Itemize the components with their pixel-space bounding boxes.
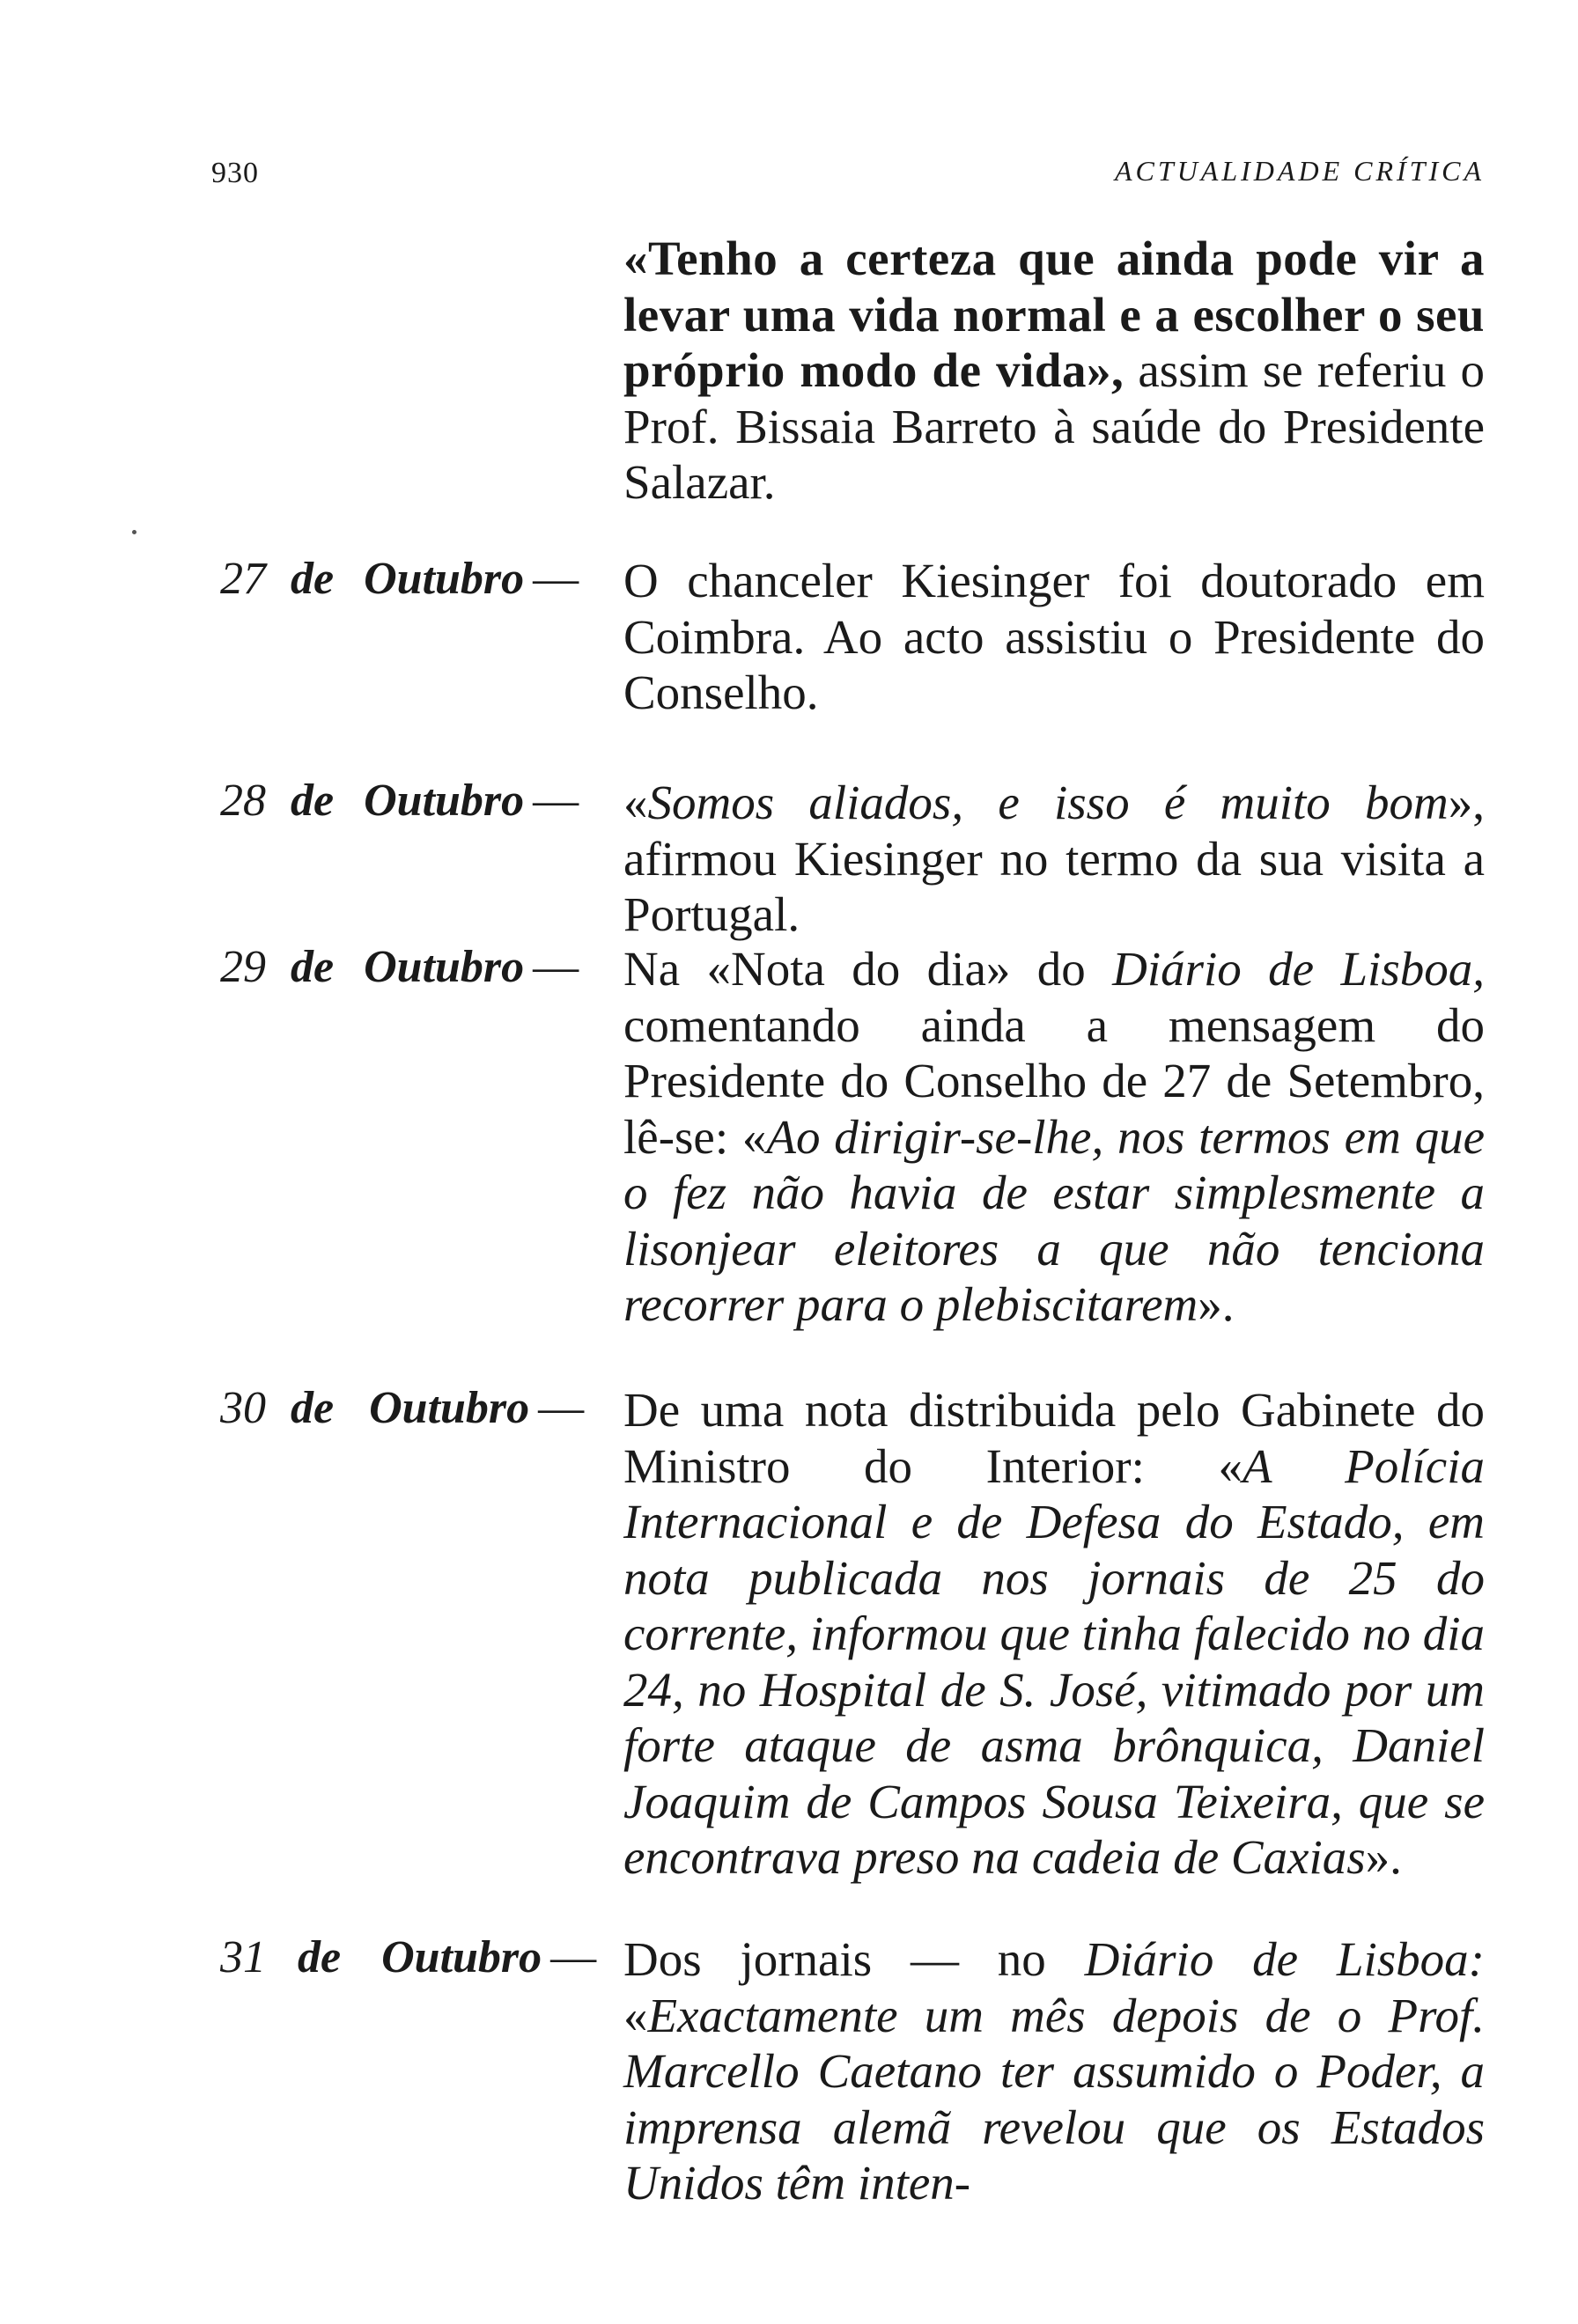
date-dash: — bbox=[533, 554, 579, 604]
lead-paragraph bbox=[623, 231, 1485, 511]
date-de: de bbox=[291, 942, 335, 992]
date-day: 31 bbox=[220, 1932, 266, 1982]
date-month: Outubro bbox=[369, 1383, 530, 1433]
entry-29-c: comentando ainda a mensagem do Presidente do Conselho de 27 de Setembro, lê-se: « bbox=[623, 997, 1485, 1164]
date-dash: — bbox=[538, 1383, 585, 1433]
date-day: 27 bbox=[220, 554, 266, 604]
date-label-31 bbox=[220, 1931, 596, 1983]
date-label-30 bbox=[220, 1382, 584, 1434]
entry-text-27 bbox=[623, 553, 1485, 721]
date-dash: — bbox=[533, 776, 579, 826]
date-month: Outubro bbox=[364, 554, 525, 604]
date-de: de bbox=[298, 1932, 342, 1982]
entry-text-30 bbox=[623, 1382, 1485, 1886]
entry-30-c: ». bbox=[1365, 1830, 1402, 1884]
entry-31-c: « bbox=[623, 1988, 648, 2042]
date-label-27 bbox=[220, 553, 579, 605]
entry-31-source: Diário de Lisboa: bbox=[1084, 1932, 1485, 1986]
date-label-29 bbox=[220, 941, 579, 993]
date-label-28 bbox=[220, 775, 579, 827]
entry-text-31 bbox=[623, 1931, 1485, 2211]
entry-27-text: O chanceler Kiesinger foi doutorado em Coimbra. Ao acto assistiu o Presidente do Conselho. bbox=[623, 554, 1485, 719]
entry-text-29 bbox=[623, 941, 1485, 1333]
date-de: de bbox=[291, 776, 335, 826]
date-day: 28 bbox=[220, 776, 266, 826]
entry-30-quote: A Polícia Internacional e de Defesa do Estado, em nota publicada nos jornais de 25 do corrente, informou que tinha falecido no dia 24, no Hospital de S. José, vitimado por um forte ataque de asma brônquica, Daniel Joaquim de Campos Sousa Teixeira, que se encontrava preso na cadeia de Caxias bbox=[623, 1438, 1485, 1884]
entry-28-quote: Somos aliados, e isso é muito bom bbox=[647, 776, 1449, 829]
date-dash: — bbox=[550, 1932, 597, 1982]
page-number: 930 bbox=[211, 157, 259, 189]
date-day: 29 bbox=[220, 942, 266, 992]
running-head: ACTUALIDADE CRÍTICA bbox=[1115, 155, 1485, 187]
lead-rest: assim se referiu o Prof. Bissaia Barreto à saúde do Presidente Salazar. bbox=[623, 343, 1485, 509]
entry-29-quote: Ao dirigir-se-lhe, nos termos em que o fez não havia de estar simplesmente a lisonjear eleitores a que não tenciona recorrer para o plebiscitarem bbox=[623, 1109, 1485, 1331]
entry-31-quote: Exactamente um mês depois de o Prof. Marcello Caetano ter assumido o Poder, a imprensa alemã revelou que os Estados Unidos têm inten- bbox=[623, 1988, 1485, 2210]
entry-29-a: Na «Nota do dia» do bbox=[623, 942, 1113, 996]
quote-open: « bbox=[623, 776, 648, 829]
date-de: de bbox=[291, 554, 335, 604]
date-month: Outubro bbox=[364, 776, 525, 826]
entry-29-source: Diário de Lisboa, bbox=[1112, 942, 1485, 996]
date-month: Outubro bbox=[381, 1932, 542, 1982]
lead-quote: «Tenho a certeza que ainda pode vir a levar uma vida normal e a escolher o seu próprio modo de vida», bbox=[623, 232, 1485, 397]
date-de: de bbox=[291, 1383, 335, 1433]
date-month: Outubro bbox=[364, 942, 525, 992]
print-speck bbox=[132, 530, 136, 534]
entry-29-e: ». bbox=[1198, 1277, 1235, 1331]
date-dash: — bbox=[533, 942, 579, 992]
date-day: 30 bbox=[220, 1383, 266, 1433]
entry-text-28 bbox=[623, 775, 1485, 943]
entry-28-rest: », afirmou Kiesinger no termo da sua visita a Portugal. bbox=[623, 776, 1485, 941]
entry-30-a: De uma nota distribuida pelo Gabinete do Ministro do Interior: « bbox=[623, 1383, 1485, 1493]
entry-31-a: Dos jornais — no bbox=[623, 1932, 1085, 1986]
